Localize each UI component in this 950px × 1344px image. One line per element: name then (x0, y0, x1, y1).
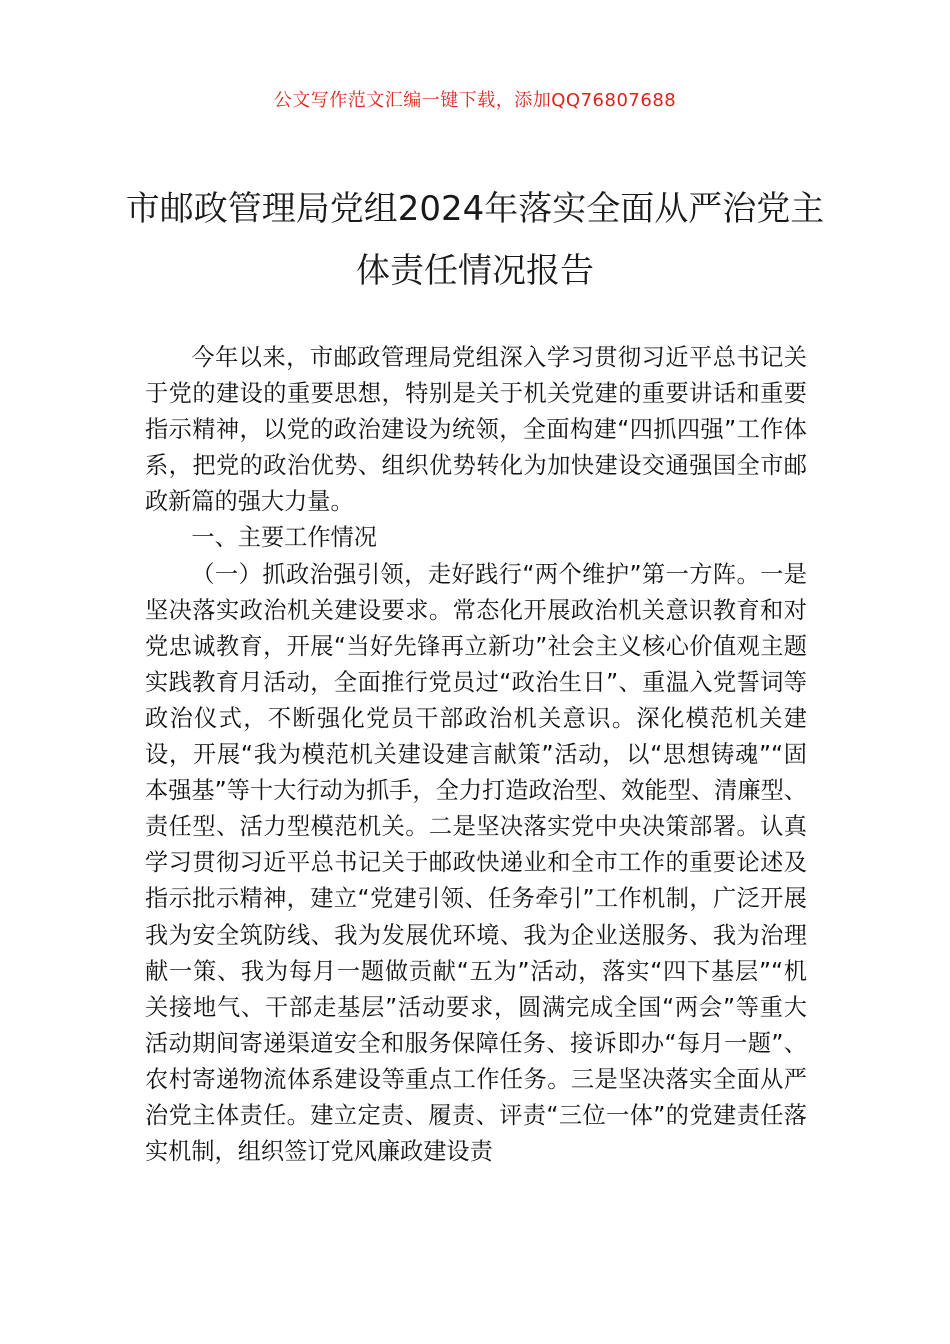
download-watermark: 公文写作范文汇编一键下载，添加QQ76807688 (273, 90, 677, 111)
body-paragraph: （一）抓政治强引领，走好践行“两个维护”第一方阵。一是坚决落实政治机关建设要求。常态化开展政治机关意识教育和对党忠诚教育，开展“当好先锋再立新功”社会主义核心价值观主题实践教育月活动，全面推行党员过“政治生日”、重温入党誓词等政治仪式，不断强化党员干部政治机关意识。深化模范机关建设，开展“我为模范机关建设建言献策”活动，以“思想铸魂”“固本强基”等十大行动为抓手，全力打造政治型、效能型、清廉型、责任型、活力型模范机关。二是坚决落实党中央决策部署。认真学习贯彻习近平总书记关于邮政快递业和全市工作的重要论述及指示批示精神，建立“党建引领、任务牵引”工作机制，广泛开展我为安全筑防线、我为发展优环境、我为企业送服务、我为治理献一策、我为每月一题做贡献“五为”活动，落实“四下基层”“机关接地气、干部走基层”活动要求，圆满完成全国“两会”等重大活动期间寄递渠道安全和服务保障任务、接诉即办“每月一题”、农村寄递物流体系建设等重点工作任务。三是坚决落实全面从严治党主体责任。建立定责、履责、评责“三位一体”的党建责任落实机制，组织签订党风廉政建设责 (145, 560, 807, 1166)
section-heading: 一、主要工作情况 (191, 524, 377, 552)
intro-paragraph: 今年以来，市邮政管理局党组深入学习贯彻习近平总书记关于党的建设的重要思想，特别是关于机关党建的重要讲话和重要指示精神，以党的政治建设为统领，全面构建“四抓四强”工作体系，把党的政治优势、组织优势转化为加快建设交通强国全市邮政新篇的强大力量。 (145, 344, 807, 516)
document-title: 市邮政管理局党组2024年落实全面从严治党主体责任情况报告 (125, 189, 825, 291)
document-body (145, 340, 807, 1170)
